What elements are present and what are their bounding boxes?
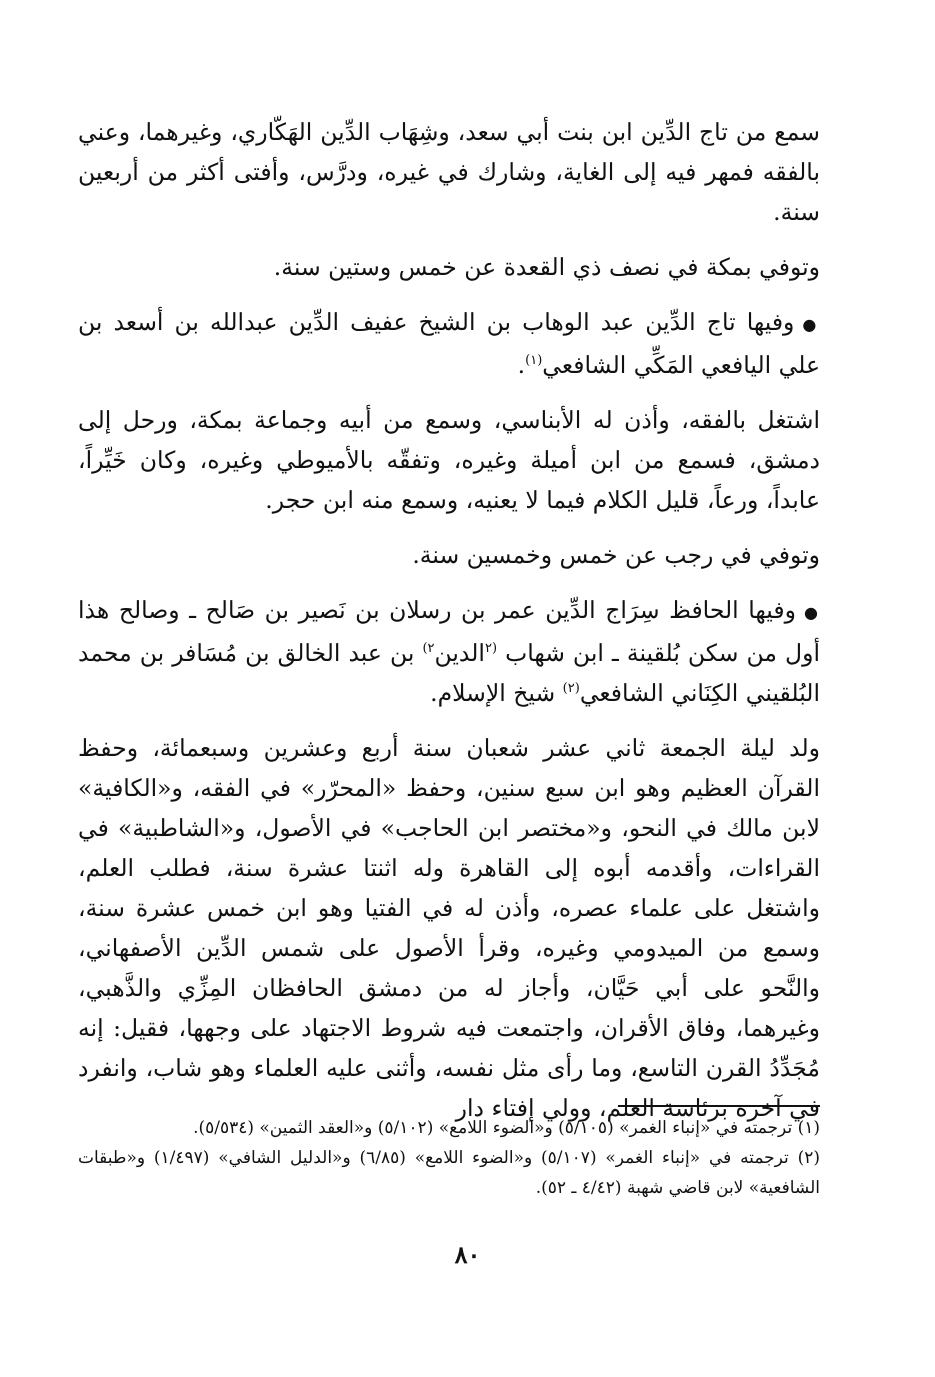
footnote-1: (١) ترجمته في «إنباء الغمر» (٥/١٠٥) و«الضوء اللامع» (٥/١٠٢) و«العقد الثمين» (٥/٥٣٤). [193, 1118, 820, 1138]
paragraph-4: اشتغل بالفقه، وأذن له الأبناسي، وسمع من أبيه وجماعة بمكة، ورحل إلى دمشق، فسمع من ابن أميلة وغيره، وتفقّه بالأميوطي وغيره، وكان خَيِّراً، عابداً، ورعاً، قليل الكلام فيما لا يعنيه، وسمع منه ابن حجر. [78, 406, 820, 514]
paragraph-3-text: وفيها تاج الدِّين عبد الوهاب بن الشيخ عفيف الدِّين عبدالله بن أسعد بن علي اليافعي المَكِّي الشافعي [78, 308, 820, 379]
bullet-icon: ● [802, 315, 820, 334]
paragraph-6-text-d: شيخ الإسلام. [430, 679, 563, 707]
footnote-ref-1: (١) [525, 353, 543, 369]
page-number: ٨٠ [454, 1240, 481, 1269]
paragraph-6 [78, 590, 820, 713]
paragraph-3 [78, 302, 820, 385]
paragraph-5: وتوفي في رجب عن خمس وخمسين سنة. [412, 541, 820, 569]
paragraph-6-text-c: بن عبد الخالق بن مُسَافر بن محمد البُلقيني الكِنَاني الشافعي [78, 639, 820, 707]
paragraph-2: وتوفي بمكة في نصف ذي القعدة عن خمس وستين سنة. [273, 253, 820, 281]
paragraph-6-text-a: وفيها الحافظ سِرَاج الدِّين عمر بن رسلان بن نَصير بن صَالح ـ وصالح هذا أول من سكن بُلقينة ـ ابن شهاب [78, 596, 820, 667]
footnote-ref-2-close: ٢) [422, 641, 435, 657]
footnote-ref-2-open: (٢ [484, 641, 498, 657]
paragraph-3-end: . [517, 351, 526, 379]
footnote-ref-2: (٢) [562, 681, 580, 697]
paragraph-1: سمع من تاج الدِّين ابن بنت أبي سعد، وشِهَاب الدِّين الهَكّاري، وغيرهما، وعني بالفقه فمهر فيه إلى الغاية، وشارك في غيره، ودرَّس، وأفتى أكثر من أربعين سنة. [78, 118, 820, 226]
paragraph-7: ولد ليلة الجمعة ثاني عشر شعبان سنة أربع وعشرين وسبعمائة، وحفظ القرآن العظيم وهو ابن سبع سنين، وحفظ «المحرّر» في الفقه، و«الكافية» لابن مالك في النحو، و«مختصر ابن الحاجب» في الأصول، و«الشاطبية» في القراءات، وأقدمه أبوه إلى القاهرة وله اثنتا عشرة سنة، فطلب العلم، واشتغل على علماء عصره، وأذن له في الفتيا وهو ابن خمس عشرة سنة، وسمع من الميدومي وغيره، وقرأ الأصول على شمس الدِّين الأصفهاني، والنَّحو على أبي حَيَّان، وأجاز له من دمشق الحافظان المِزِّي والذَّهبي، وغيرهما، وفاق الأقران، واجتمعت فيه شروط الاجتهاد على وجهها، فقيل: إنه مُجَدِّدُ القرن التاسع، وما رأى مثل نفسه، وأثنى عليه العلماء وهو شاب، وانفرد في آخره برئاسة العلم، وولي إفتاء دار [78, 734, 820, 1122]
paragraph-6-text-b: الدين [434, 639, 485, 667]
footnotes [78, 1113, 820, 1203]
footnote-2: (٢) ترجمته في «إنباء الغمر» (٥/١٠٧) و«الضوء اللامع» (٦/٨٥) و«الدليل الشافي» (١/٤٩٧) و«طبقات الشافعية» لابن قاضي شهبة (٤/٤٢ ـ ٥٢). [78, 1148, 821, 1198]
footnote-divider [618, 1105, 820, 1107]
bullet-icon: ● [803, 603, 820, 622]
page-body [78, 112, 820, 1128]
